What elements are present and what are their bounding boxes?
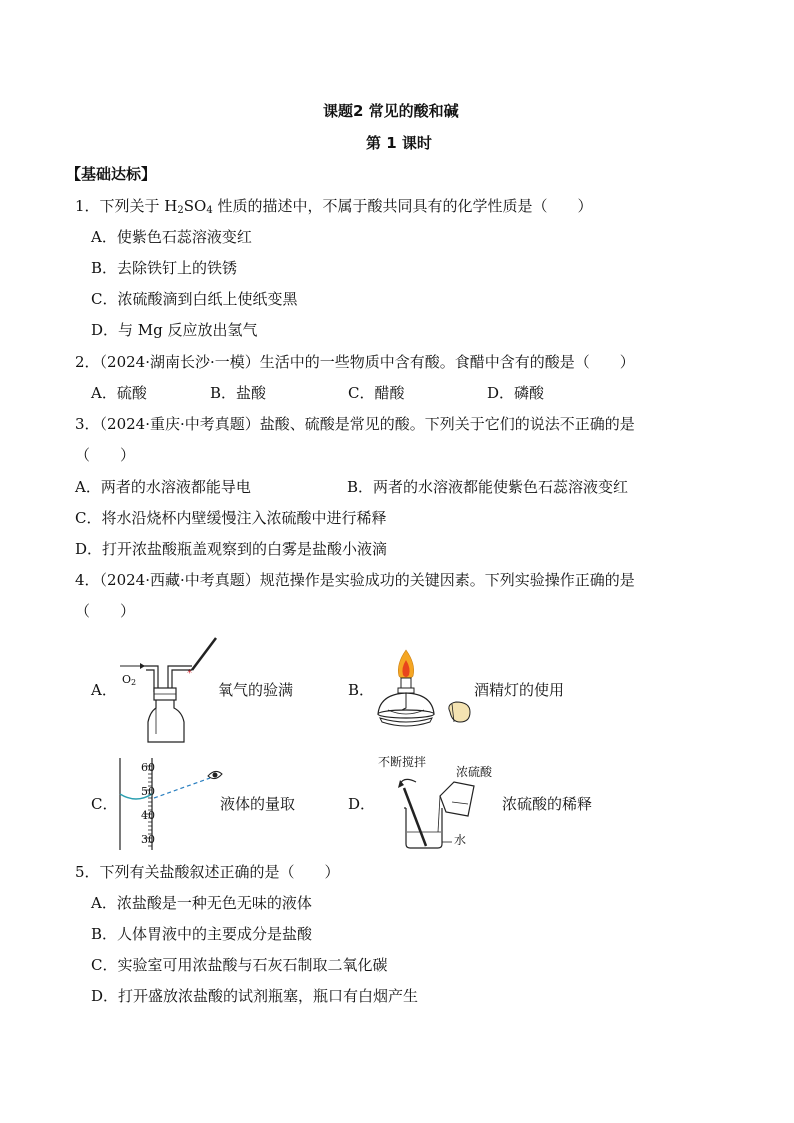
q4-answer-paren: （ ） — [75, 602, 136, 620]
q5-option-d[interactable]: D．打开盛放浓盐酸的试剂瓶塞，瓶口有白烟产生 — [91, 987, 419, 1005]
q4-option-d-caption: 浓硫酸的稀释 — [502, 795, 593, 813]
tick-label-40: 40 — [141, 809, 155, 822]
q3-stem: 3．（2024·重庆·中考真题）盐酸、硫酸是常见的酸。下列关于它们的说法不正确的是 — [75, 415, 635, 433]
q1-option-d[interactable]: D．与 Mg 反应放出氢气 — [91, 321, 258, 339]
acid-dilution-figure — [376, 756, 496, 852]
q4-option-d-letter[interactable]: D． — [348, 795, 376, 813]
q2-option-d[interactable]: D．磷酸 — [487, 384, 545, 402]
q1-option-b[interactable]: B．去除铁钉上的铁锈 — [91, 259, 238, 277]
water-label: 水 — [454, 833, 467, 847]
q2-option-b[interactable]: B．盐酸 — [210, 384, 267, 402]
q1-option-c[interactable]: C．浓硫酸滴到白纸上使纸变黑 — [91, 290, 298, 308]
alcohol-lamp-figure — [374, 646, 474, 732]
q3-option-c[interactable]: C．将水沿烧杯内壁缓慢注入浓硫酸中进行稀释 — [75, 509, 387, 527]
q4-stem: 4．（2024·西藏·中考真题）规范操作是实验成功的关键因素。下列实验操作正确的是 — [75, 571, 635, 589]
tick-label-60: 60 — [141, 761, 155, 774]
q4-option-c-caption: 液体的量取 — [220, 795, 296, 813]
page-title: 课题2 常见的酸和碱 — [323, 102, 459, 120]
q5-option-c[interactable]: C．实验室可用浓盐酸与石灰石制取二氧化碳 — [91, 956, 388, 974]
q3-option-a[interactable]: A．两者的水溶液都能导电 — [75, 478, 251, 496]
q4-option-b-caption: 酒精灯的使用 — [474, 681, 565, 699]
q2-stem: 2．（2024·湖南长沙·一模）生活中的一些物质中含有酸。食醋中含有的酸是（ ） — [75, 353, 635, 371]
q4-option-c-letter[interactable]: C． — [91, 795, 118, 813]
q3-option-b[interactable]: B．两者的水溶液都能使紫色石蕊溶液变红 — [347, 478, 629, 496]
q3-answer-paren: （ ） — [75, 446, 136, 464]
q1-stem: 1．下列关于 $H_2SO_4$ 性质的描述中，不属于酸共同具有的化学性质是（ ） — [75, 197, 593, 216]
q2-option-a[interactable]: A．硫酸 — [91, 384, 147, 402]
o2-label: $O_2$ — [122, 673, 137, 687]
q1-option-a[interactable]: A．使紫色石蕊溶液变红 — [91, 228, 252, 246]
q3-option-d[interactable]: D．打开浓盐酸瓶盖观察到的白雾是盐酸小液滴 — [75, 540, 388, 558]
tick-label-50: 50 — [141, 785, 155, 798]
svg-text:*: * — [187, 668, 192, 679]
tick-label-30: 30 — [141, 833, 155, 846]
q4-option-a-caption: 氧气的验满 — [218, 681, 294, 699]
q4-option-a-letter[interactable]: A． — [91, 681, 117, 699]
gas-bottle-figure — [118, 636, 220, 746]
stir-label: 不断搅拌 — [378, 755, 427, 769]
graduated-cylinder-figure — [116, 756, 226, 852]
q2-option-c[interactable]: C．醋酸 — [348, 384, 405, 402]
q4-option-b-letter[interactable]: B． — [348, 681, 375, 699]
q5-option-a[interactable]: A．浓盐酸是一种无色无味的液体 — [91, 894, 312, 912]
section-heading: 【基础达标】 — [66, 165, 157, 183]
q5-stem: 5．下列有关盐酸叙述正确的是（ ） — [75, 863, 340, 881]
page-subtitle: 第 1 课时 — [366, 134, 432, 152]
conc-acid-label: 浓硫酸 — [456, 765, 493, 779]
q5-option-b[interactable]: B．人体胃液中的主要成分是盐酸 — [91, 925, 313, 943]
